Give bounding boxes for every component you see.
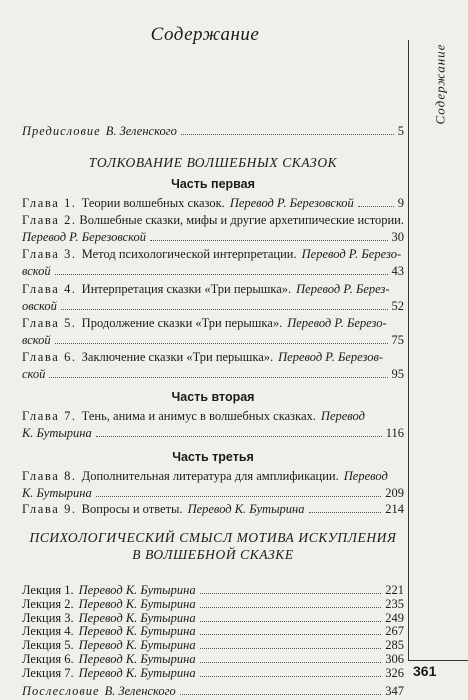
part-title-redemption-line2: В ВОЛШЕБНОЙ СКАЗКЕ bbox=[132, 547, 294, 562]
lecture-translator: Перевод К. Бутырина bbox=[78, 638, 196, 653]
running-head bbox=[410, 44, 468, 124]
chapter-title: Теории волшебных сказок. bbox=[81, 196, 225, 210]
leader-dots bbox=[55, 343, 388, 344]
leader-dots bbox=[55, 274, 388, 275]
part-title-fairy-tales: ТОЛКОВАНИЕ ВОЛШЕБНЫХ СКАЗОК bbox=[88, 155, 338, 170]
leader-dots bbox=[49, 377, 387, 378]
lecture-translator: Перевод К. Бутырина bbox=[78, 665, 196, 680]
afterword-label: Послесловие bbox=[22, 684, 100, 698]
lecture-label: Лекция 2. bbox=[22, 596, 74, 611]
leader-dots bbox=[180, 694, 382, 695]
lecture-label: Лекция 7. bbox=[22, 665, 74, 680]
lecture-label: Лекция 6. bbox=[22, 652, 74, 666]
page-ref: 52 bbox=[391, 299, 404, 313]
toc-entry-chapter-8 bbox=[22, 466, 404, 483]
leader-dots bbox=[309, 512, 382, 513]
lecture-label: Лекция 4. bbox=[22, 624, 74, 639]
leader-dots bbox=[358, 206, 394, 207]
chapter-translator: ской bbox=[22, 367, 46, 381]
chapter-translator: овской bbox=[22, 299, 57, 313]
leader-dots bbox=[96, 496, 381, 497]
margin-rule bbox=[408, 40, 409, 660]
page-ref: 306 bbox=[385, 652, 404, 666]
toc-entry-lecture bbox=[22, 663, 404, 680]
preface-label: Предисловие bbox=[22, 124, 101, 138]
toc-entry-chapter-1 bbox=[22, 193, 404, 210]
leader-dots bbox=[150, 240, 388, 241]
page-ref: 95 bbox=[391, 367, 404, 381]
chapter-label: Глава 6. bbox=[22, 350, 77, 364]
toc-entry-chapter-2 bbox=[22, 210, 404, 227]
chapter-label: Глава 8. bbox=[22, 469, 77, 483]
running-head-text: Содержание bbox=[432, 43, 448, 125]
lecture-translator: Перевод К. Бутырина bbox=[78, 652, 196, 666]
afterword-author: В. Зеленского bbox=[104, 684, 176, 698]
chapter-label: Глава 1. bbox=[22, 196, 77, 210]
chapter-translator: К. Бутырина bbox=[22, 486, 92, 500]
page-ref: 30 bbox=[391, 230, 404, 244]
chapter-translator: Перевод Р. Березо- bbox=[301, 247, 402, 261]
chapter-title: Интерпретация сказки «Три перышка». bbox=[81, 282, 292, 296]
page-title: Содержание bbox=[150, 24, 260, 45]
toc-entry-chapter-6 bbox=[22, 347, 404, 364]
leader-dots bbox=[200, 676, 382, 677]
toc-entry-preface bbox=[22, 121, 404, 138]
page-ref: 116 bbox=[385, 426, 404, 440]
chapter-title: Вопросы и ответы. bbox=[81, 502, 183, 516]
lecture-label: Лекция 1. bbox=[22, 583, 74, 597]
chapter-title: Метод психологической интерпретации. bbox=[81, 247, 297, 261]
lecture-label: Лекция 5. bbox=[22, 638, 74, 653]
chapter-translator: Перевод bbox=[343, 469, 388, 483]
chapter-title: Заключение сказки «Три перышка». bbox=[81, 350, 274, 364]
leader-dots bbox=[181, 134, 394, 135]
section-heading: Часть третья bbox=[172, 450, 254, 464]
chapter-label: Глава 5. bbox=[22, 316, 77, 330]
toc-entry-chapter-3 bbox=[22, 244, 404, 261]
page-ref: 209 bbox=[385, 486, 404, 500]
leader-dots bbox=[96, 436, 382, 437]
chapter-translator: Перевод Р. Березов- bbox=[278, 350, 384, 364]
page-ref: 214 bbox=[385, 502, 404, 516]
chapter-title: Тень, анима и анимус в волшебных сказках. bbox=[81, 409, 316, 423]
toc-entry-chapter-7-cont bbox=[22, 423, 404, 440]
chapter-translator: вской bbox=[22, 333, 51, 347]
toc-entry-chapter-7 bbox=[22, 406, 404, 423]
lecture-translator: Перевод К. Бутырина bbox=[78, 583, 196, 597]
part-title-redemption: ПСИХОЛОГИЧЕСКИЙ СМЫСЛ МОТИВА ИСКУПЛЕНИЯ bbox=[29, 530, 397, 545]
page-ref: 5 bbox=[397, 124, 404, 138]
chapter-translator: Перевод К. Бутырина bbox=[187, 502, 305, 516]
toc-entry-afterword bbox=[22, 681, 404, 698]
page-ref: 235 bbox=[385, 596, 404, 611]
chapter-translator: вской bbox=[22, 264, 51, 278]
chapter-title: Продолжение сказки «Три перышка». bbox=[81, 316, 283, 330]
chapter-translator: К. Бутырина bbox=[22, 426, 92, 440]
page-number: 361 bbox=[413, 663, 437, 679]
chapter-translator: Перевод Р. Березовской bbox=[229, 196, 354, 210]
page-ref: 9 bbox=[397, 196, 404, 210]
lecture-translator: Перевод К. Бутырина bbox=[78, 596, 196, 611]
lecture-translator: Перевод К. Бутырина bbox=[78, 610, 196, 625]
leader-dots bbox=[61, 309, 388, 310]
chapter-title: Волшебные сказки, мифы и другие архетипические истории. bbox=[79, 213, 404, 227]
toc-entry-chapter-6-cont bbox=[22, 364, 404, 381]
page-ref: 285 bbox=[385, 638, 404, 653]
chapter-label: Глава 7. bbox=[22, 409, 77, 423]
toc-entry-chapter-3-cont bbox=[22, 261, 404, 278]
toc-entry-chapter-2-cont bbox=[22, 227, 404, 244]
preface-author: В. Зеленского bbox=[105, 124, 177, 138]
toc-entry-chapter-5-cont bbox=[22, 330, 404, 347]
page-ref: 75 bbox=[391, 333, 404, 347]
page-ref: 249 bbox=[385, 610, 404, 625]
toc-entry-chapter-8-cont bbox=[22, 483, 404, 500]
section-heading: Часть вторая bbox=[171, 390, 255, 404]
chapter-title: Дополнительная литература для амплификации. bbox=[81, 469, 339, 483]
chapter-translator: Перевод Р. Березо- bbox=[287, 316, 387, 330]
toc-entry-chapter-4-cont bbox=[22, 296, 404, 313]
chapter-label: Глава 9. bbox=[22, 502, 77, 516]
chapter-translator: Перевод bbox=[320, 409, 365, 423]
toc-entry-chapter-9 bbox=[22, 499, 404, 516]
toc-entry-chapter-4 bbox=[22, 279, 404, 296]
chapter-label: Глава 2. bbox=[22, 213, 77, 227]
page-ref: 221 bbox=[385, 583, 404, 597]
lecture-translator: Перевод К. Бутырина bbox=[78, 624, 196, 639]
page-ref: 347 bbox=[385, 684, 404, 698]
chapter-translator: Перевод Р. Березовской bbox=[22, 230, 146, 244]
chapter-translator: Перевод Р. Берез- bbox=[296, 282, 390, 296]
footer-rule bbox=[408, 660, 468, 661]
page-ref: 326 bbox=[385, 665, 404, 680]
chapter-label: Глава 3. bbox=[22, 247, 77, 261]
section-heading: Часть первая bbox=[171, 177, 255, 191]
page-ref: 267 bbox=[385, 624, 404, 639]
toc-entry-chapter-5 bbox=[22, 313, 404, 330]
lecture-label: Лекция 3. bbox=[22, 610, 74, 625]
chapter-label: Глава 4. bbox=[22, 282, 77, 296]
page-ref: 43 bbox=[391, 264, 404, 278]
